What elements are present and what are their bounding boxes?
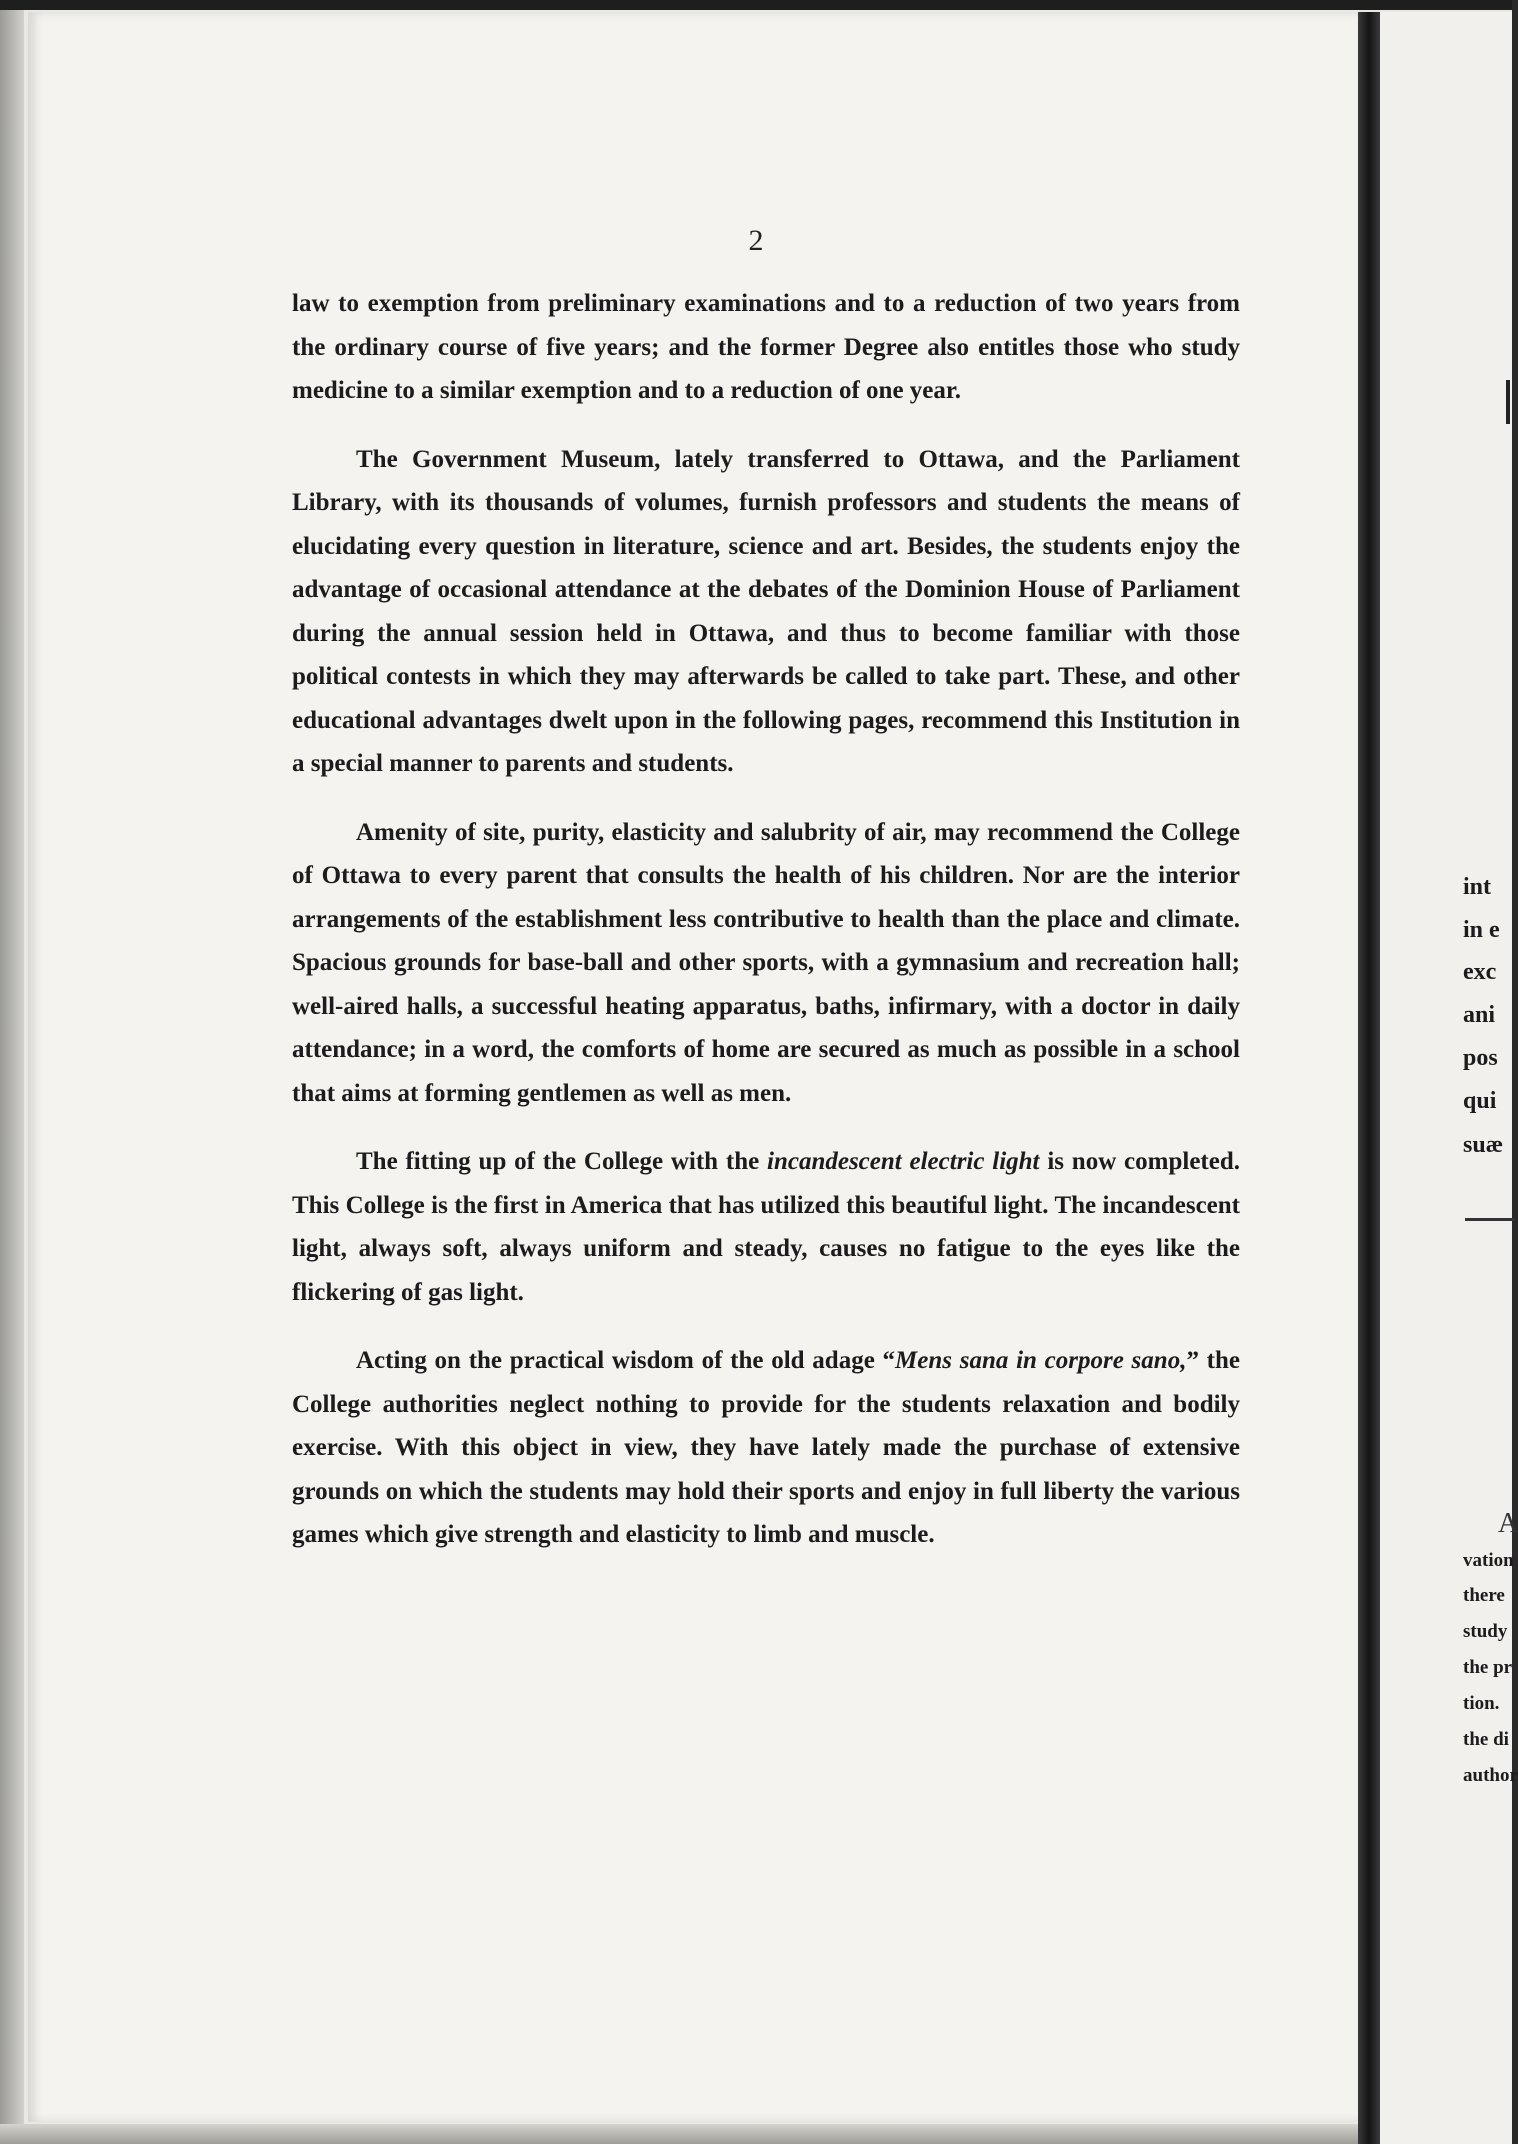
- facing-page-fragment: exc: [1463, 959, 1497, 985]
- paragraph-3: [292, 811, 1240, 1116]
- facing-page-fragment: the di: [1463, 1729, 1509, 1750]
- text-run: Acting on the practical wisdom of the old adage “: [356, 1347, 896, 1374]
- facing-page-fragment: ani: [1463, 1002, 1496, 1028]
- paragraph-4: [292, 1140, 1240, 1314]
- text-run: law to exemption from preliminary examinations and to a reduction of two years from the ordinary course of five years; and the former Degree also entitles those who study medicine to a similar exemption and to a reduction of one year.: [292, 290, 1240, 404]
- text-run: ” the College authorities neglect nothing to provide for the students relaxation and bodily exercise. With this object in view, they have lately made the purchase of extensive grounds on which the students may hold their sports and enjoy in full liberty the various games which give strength and elasticity to limb and muscle.: [292, 1347, 1241, 1548]
- bottom-book-edge: [0, 2124, 1380, 2144]
- paragraph-1: [292, 282, 1240, 413]
- facing-page-fragment: suæ: [1463, 1132, 1504, 1158]
- left-book-edge: [0, 10, 24, 2144]
- facing-page-rule: [1465, 1218, 1515, 1221]
- text-run: is now completed. This College is the first in America that has utilized this beautiful light. The incandescent light, always soft, always uniform and steady, causes no fatigue to the eyes like the flickering of gas light.: [292, 1148, 1240, 1306]
- facing-page-fragment: vation: [1463, 1550, 1514, 1571]
- paragraph-2: [292, 438, 1240, 786]
- facing-page-fragment: int: [1463, 874, 1492, 900]
- facing-page-fragment: study: [1463, 1621, 1508, 1642]
- facing-page-fragment: tion.: [1463, 1693, 1500, 1714]
- italic-phrase: Mens sana in corpore sano,: [895, 1347, 1187, 1374]
- facing-page-fragment: pos: [1463, 1045, 1498, 1071]
- italic-phrase: incandescent electric light: [767, 1148, 1040, 1175]
- text-run: The Government Museum, lately transferred to Ottawa, and the Parliament Library, with its thousands of volumes, furnish professors and students the means of elucidating every question in literature, science and art. Besides, the students enjoy the advantage of occasional attendance at the debates of the Dominion House of Parliament during the annual session held in Ottawa, and thus to become familiar with those political contests in which they may afterwards be called to take part. These, and other educational advantages dwelt upon in the following pages, recommend this Institution in a special manner to parents and students.: [292, 445, 1240, 777]
- text-run: Amenity of site, purity, elasticity and salubrity of air, may recommend the College of Ottawa to every parent that consults the health of his children. Nor are the interior arrangements of the establishment less contributive to health than the place and climate. Spacious grounds for base-ball and other sports, with a gymnasium and recreation hall; well-aired halls, a successful heating apparatus, baths, infirmary, with a doctor in daily attendance; in a word, the comforts of home are secured as much as possible in a school that aims at forming gentlemen as well as men.: [292, 818, 1240, 1107]
- facing-page-fragment: in e: [1463, 917, 1500, 943]
- book-gutter: [1358, 12, 1380, 2144]
- text-run: The fitting up of the College with the: [356, 1148, 767, 1175]
- facing-page: [1380, 12, 1512, 2144]
- facing-page-fragment: the pr: [1463, 1657, 1513, 1678]
- facing-page-fragment: qui: [1463, 1088, 1497, 1114]
- facing-page-fragment: author: [1463, 1765, 1518, 1786]
- facing-page-fragment: there: [1463, 1585, 1505, 1606]
- page-number: 2: [748, 224, 764, 257]
- paragraph-5: [292, 1339, 1240, 1557]
- facing-page-mark: [1506, 380, 1510, 424]
- scan-top-edge: [0, 0, 1512, 10]
- facing-page-initial: A: [1498, 1508, 1518, 1539]
- page-text: [292, 282, 1240, 1582]
